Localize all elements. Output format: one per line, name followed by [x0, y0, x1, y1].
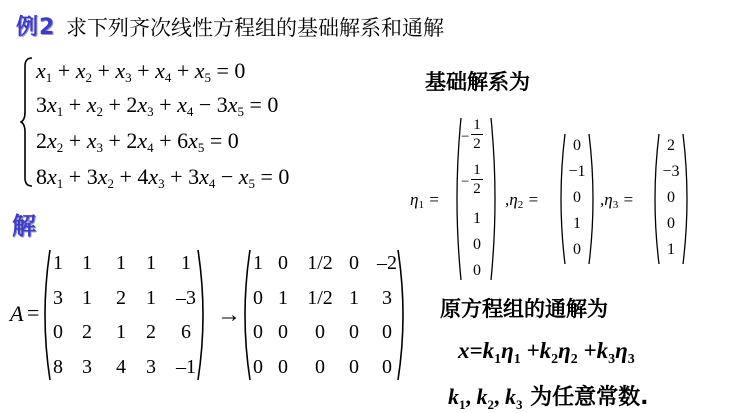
constants-text: 为任意常数. — [522, 385, 649, 410]
subscript: 1 — [45, 70, 53, 85]
matrix-r-cell: 0 — [382, 356, 392, 378]
variable: x — [47, 164, 57, 189]
denominator: 2 — [473, 181, 481, 197]
matrix-a-cell: 3 — [53, 287, 63, 309]
eta3-entry: 2 — [667, 137, 675, 154]
subscript: 2 — [570, 352, 578, 367]
eta3-entry: 0 — [667, 189, 675, 206]
numerator: 1 — [473, 117, 481, 133]
denominator: 2 — [473, 136, 481, 152]
plus-sign: + — [520, 338, 540, 363]
constant-k: k — [505, 384, 516, 409]
subscript: 3 — [627, 352, 635, 367]
operator: − — [215, 164, 239, 189]
operator: + — [102, 92, 127, 117]
equation-rhs: = 0 — [244, 92, 279, 117]
eta3-entry: 1 — [667, 241, 675, 258]
operator: + — [153, 128, 178, 153]
variable: x — [47, 92, 57, 117]
coefficient: 6 — [177, 128, 189, 153]
equation-2 — [36, 92, 278, 120]
eta2-entry: −1 — [568, 163, 586, 180]
subscript: 5 — [197, 140, 205, 155]
equation-1 — [36, 58, 245, 86]
matrix-a-cell: 1 — [82, 287, 92, 309]
variable: x — [86, 92, 97, 117]
matrix-r-cell: 0 — [253, 321, 263, 343]
subscript: 1 — [56, 176, 64, 191]
operator: + — [63, 128, 87, 153]
coefficient: 3 — [36, 92, 47, 117]
operator: + — [91, 58, 116, 83]
eta1-label: $\eta_1$ = — [410, 190, 440, 211]
variable: x — [155, 58, 165, 83]
matrix-r-cell: 0 — [278, 321, 288, 343]
equation-rhs: = 0 — [204, 128, 239, 153]
eta-symbol: η — [615, 338, 628, 363]
subscript: 3 — [608, 352, 616, 367]
problem-title: 求下列齐次线性方程组的基础解系和通解 — [66, 16, 444, 40]
constant-k: k — [448, 384, 459, 409]
subscript: 2 — [551, 352, 559, 367]
matrix-a-cell: 2 — [82, 321, 92, 343]
variable: x — [194, 58, 205, 83]
matrix-r-cell: 0 — [382, 321, 392, 343]
variable: x — [137, 92, 148, 117]
subscript: 2 — [85, 70, 92, 85]
fraction-bar — [471, 179, 483, 180]
matrix-a-cell: 1 — [82, 252, 92, 274]
variable: x — [75, 58, 86, 83]
matrix-a-cell: 8 — [53, 356, 63, 378]
general-solution-formula — [458, 338, 635, 368]
operator: + — [102, 128, 127, 153]
matrix-r-cell: 0 — [315, 356, 325, 378]
eta2-entry: 0 — [573, 241, 581, 258]
matrix-r-cell: 0 — [315, 321, 325, 343]
matrix-r-cell: 1/2 — [307, 287, 333, 309]
solution-label: 解 — [12, 212, 36, 240]
eta1-fraction — [457, 117, 497, 152]
subscript: 3 — [96, 140, 103, 155]
matrix-a-cell: 1 — [146, 252, 156, 274]
variable: x — [188, 128, 198, 153]
minus-sign: − — [461, 129, 470, 145]
matrix-r-cell: 1 — [253, 252, 263, 274]
comma: , — [465, 384, 477, 409]
subscript: 4 — [186, 104, 194, 119]
eta1-entry: 0 — [473, 236, 481, 253]
variable: x — [199, 164, 209, 189]
operator: + — [63, 164, 87, 189]
constant-k: k — [539, 338, 552, 363]
matrix-r-cell: 0 — [349, 321, 359, 343]
subscript: 3 — [516, 397, 523, 412]
matrix-a-cell: 3 — [146, 356, 156, 378]
subscript: 4 — [147, 140, 154, 155]
subscript: 5 — [204, 70, 212, 85]
equation-4 — [36, 164, 289, 192]
matrix-a-cell: 4 — [116, 356, 126, 378]
matrix-a-label: A — [10, 301, 24, 326]
plus-sign: + — [577, 338, 597, 363]
example-label: 例2 — [16, 15, 56, 40]
eta2-entry: 0 — [573, 137, 581, 154]
constant-k: k — [596, 338, 609, 363]
subscript: 5 — [248, 176, 256, 191]
constant-k: k — [476, 384, 488, 409]
subscript: 3 — [158, 176, 165, 191]
matrix-r-cell: 1 — [349, 287, 359, 309]
eta1-entry: 0 — [473, 262, 481, 279]
minus-sign: − — [461, 174, 470, 190]
variable: x — [47, 128, 57, 153]
matrix-r-cell: 0 — [278, 356, 288, 378]
matrix-a-cell: 3 — [82, 356, 92, 378]
matrix-a-cell: 2 — [146, 321, 156, 343]
operator: + — [131, 58, 156, 83]
operator: + — [164, 164, 189, 189]
subscript: 1 — [513, 352, 521, 367]
fraction-bar — [471, 134, 483, 135]
subscript: 4 — [164, 70, 172, 85]
operator: + — [63, 92, 87, 117]
subscript: 1 — [494, 352, 502, 367]
eta1-entry: 1 — [473, 210, 481, 227]
coefficient: 4 — [137, 164, 149, 189]
equation-rhs: = 0 — [211, 58, 246, 83]
operator: + — [153, 92, 178, 117]
matrix-a-cell: 1 — [53, 252, 63, 274]
matrix-r-cell: 1/2 — [307, 252, 333, 274]
variable: x — [36, 58, 46, 83]
reduction-arrow: → — [217, 302, 241, 328]
subscript: 4 — [208, 176, 216, 191]
operator: − — [193, 92, 217, 117]
eta2-entry: 0 — [573, 189, 581, 206]
matrix-a-cell: 1 — [181, 252, 191, 274]
formula-lhs: x= — [458, 338, 483, 363]
constants-line — [448, 380, 649, 413]
matrix-r-cell: 0 — [253, 287, 263, 309]
coefficient: 8 — [36, 164, 47, 189]
matrix-a-cell: 2 — [116, 287, 126, 309]
coefficient: 2 — [36, 128, 47, 153]
eta3-label: $,\eta_3$ = — [600, 190, 634, 211]
matrix-r-cell: 0 — [253, 356, 263, 378]
numerator: 1 — [473, 162, 481, 178]
matrix-a-cell: 0 — [53, 321, 63, 343]
operator: + — [52, 58, 76, 83]
eta2-label: $,\eta_2$ = — [505, 190, 539, 211]
basis-title: 基础解系为 — [425, 70, 530, 94]
operator: + — [113, 164, 138, 189]
constant-k: k — [482, 338, 495, 363]
variable: x — [148, 164, 159, 189]
eta3-entry: −3 — [662, 163, 680, 180]
matrix-r-cell: –2 — [377, 252, 397, 274]
subscript: 1 — [459, 397, 466, 412]
matrix-a-cell: –3 — [176, 287, 196, 309]
subscript: 1 — [56, 104, 64, 119]
subscript: 3 — [147, 104, 154, 119]
matrix-r-cell: 0 — [349, 252, 359, 274]
variable: x — [177, 92, 187, 117]
subscript: 2 — [107, 176, 114, 191]
eta-symbol: η — [501, 338, 514, 363]
coefficient: 3 — [188, 164, 200, 189]
matrix-a-cell: 1 — [146, 287, 156, 309]
matrix-a-cell: 1 — [116, 321, 126, 343]
equation-rhs: = 0 — [255, 164, 290, 189]
variable: x — [238, 164, 249, 189]
matrix-a-cell: 1 — [116, 252, 126, 274]
system-brace — [20, 56, 34, 188]
subscript: 2 — [56, 140, 64, 155]
coefficient: 2 — [126, 92, 138, 117]
subscript: 5 — [237, 104, 245, 119]
matrix-r-cell: 3 — [382, 287, 392, 309]
eta3-entry: 0 — [667, 215, 675, 232]
variable: x — [97, 164, 108, 189]
comma: , — [494, 384, 505, 409]
operator: + — [171, 58, 195, 83]
matrix-a-cell: 6 — [181, 321, 191, 343]
equation-3 — [36, 128, 239, 156]
matrix-r-cell: 0 — [349, 356, 359, 378]
coefficient: 3 — [216, 92, 228, 117]
variable: x — [86, 128, 97, 153]
coefficient: 3 — [86, 164, 98, 189]
eta1-fraction — [457, 162, 497, 197]
equals-sign: = — [27, 300, 40, 325]
variable: x — [227, 92, 238, 117]
matrix-a-cell: –1 — [176, 356, 196, 378]
subscript: 2 — [487, 397, 494, 412]
coefficient: 2 — [126, 128, 138, 153]
variable: x — [115, 58, 126, 83]
matrix-r-cell: 1 — [278, 287, 288, 309]
variable: x — [137, 128, 148, 153]
subscript: 2 — [96, 104, 103, 119]
eta-symbol: η — [558, 338, 571, 363]
eta2-entry: 1 — [573, 215, 581, 232]
subscript: 3 — [125, 70, 132, 85]
general-solution-title: 原方程组的通解为 — [440, 297, 608, 321]
matrix-r-cell: 0 — [278, 252, 288, 274]
